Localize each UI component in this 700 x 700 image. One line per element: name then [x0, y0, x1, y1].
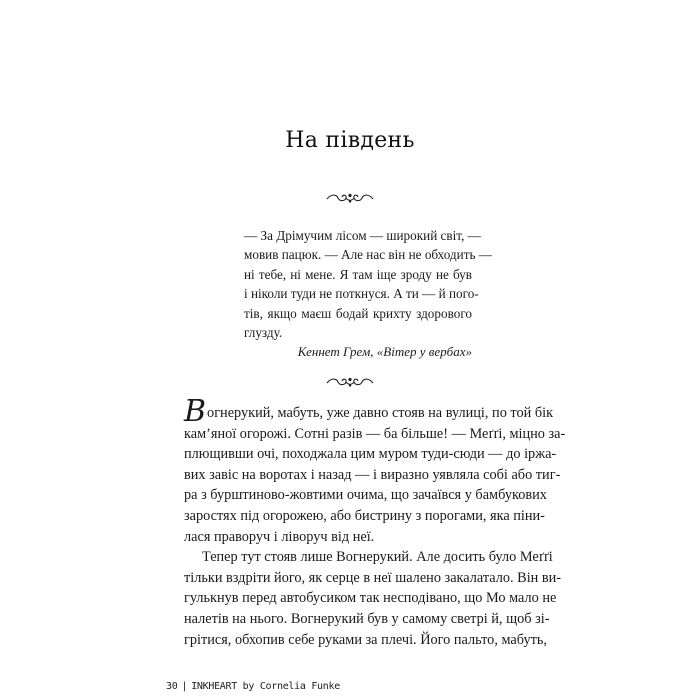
epigraph [244, 226, 492, 361]
ornament-bottom-icon [325, 376, 375, 388]
page-footer [166, 681, 340, 692]
body-line: плющивши очі, походжала цим муром туди-сюди — до іржа- [184, 446, 557, 463]
body-line: вих завіс на воротах і назад — і виразно уявляла собі або тиг- [184, 466, 561, 483]
body-text [184, 394, 566, 650]
body-line: лася праворуч і ліворуч від неї. [184, 528, 375, 545]
body-line-text: огнерукий, мабуть, уже давно стояв на вулиці, по той бік [207, 405, 554, 421]
page-number: 30 [166, 681, 178, 692]
body-line [184, 394, 554, 429]
body-line: ра з бурштиново-жовтими очима, що зачаївся у бамбукових [184, 487, 547, 504]
chapter-title: На південь [285, 128, 415, 153]
body-line: налетів на нього. Вогнерукий був у самому светрі й, щоб зі- [184, 610, 550, 627]
epigraph-line: глузду. [244, 325, 283, 341]
body-line: заростях під огорожею, або бистрину з порогами, яка піни- [184, 507, 545, 524]
epigraph-line: мовив пацюк. — Але нас він не обходить — [244, 247, 492, 263]
running-title: INKHEART by Cornelia Funke [191, 681, 340, 692]
epigraph-line: — За Дрімучим лісом — широкий світ, — [244, 228, 481, 243]
footer-separator: | [181, 681, 188, 692]
body-line: грітися, обхопив себе руками за плечі. Його пальто, мабуть, [184, 631, 547, 648]
body-line: Тепер тут стояв лише Вогнерукий. Але досить було Меґґі [202, 549, 553, 566]
epigraph-line: тів, якщо маєш бодай крихту здорового [244, 305, 472, 321]
ornament-top-icon [325, 192, 375, 204]
body-line: гулькнув перед автобусиком так несподівано, що Мо мало не [184, 590, 557, 607]
epigraph-line: і ніколи туди не поткнуся. А ти — й пого- [244, 286, 479, 302]
epigraph-line: ні тебе, ні мене. Я там іще зроду не був [244, 266, 472, 282]
epigraph-source: Кеннет Грем, «Вітер у вербах» [297, 344, 472, 360]
drop-cap: В [184, 394, 207, 429]
body-line: тільки вздріти його, як серце в неї шалено закалатало. Він ви- [184, 569, 562, 586]
body-line: кам’яної огорожі. Сотні разів — ба більше! — Меґґі, міцно за- [184, 425, 566, 442]
